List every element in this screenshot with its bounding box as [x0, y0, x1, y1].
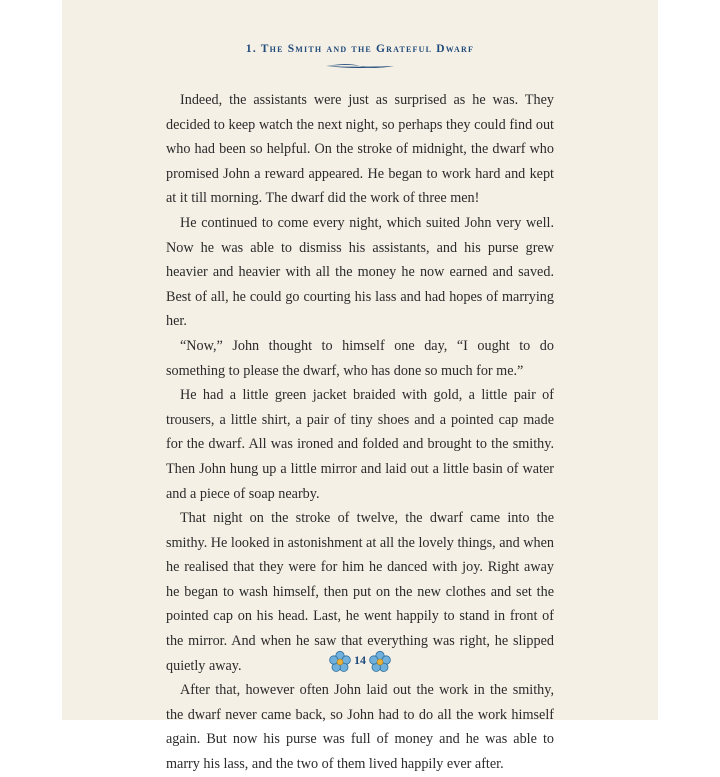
chapter-title: 1. The Smith and the Grateful Dwarf: [245, 43, 475, 55]
paragraph: He had a little green jacket braided with gold, a little pair of trousers, a little shirt, a pair of tiny shoes and a pointed cap made for the dwarf. All was ironed and folded and brought to the smithy. Then John hung up a little mirror and laid out a little basin of water and a piece of soap nearby.: [166, 387, 554, 502]
swash-divider-icon: [324, 62, 396, 70]
paragraph: That night on the stroke of twelve, the dwarf came into the smithy. He looked in astonishment at all the lovely things, and when he realised that they were for him he danced with joy. Right away he began to wash himself, then put on the new clothes and set the pointed cap on his head. Last, he went happily to stand in front of the mirror. And when he saw that everything was right, he slipped quietly away.: [166, 510, 554, 674]
book-page: [62, 0, 658, 773]
paragraph: “Now,” John thought to himself one day, “I ought to do something to please the dwarf, who has done so much for me.”: [166, 337, 554, 379]
forget-me-not-flower-icon: [368, 650, 392, 674]
paragraph: After that, however often John laid out the work in the smithy, the dwarf never came back, so John had to do all the work himself again. But now his purse was full of money and he was able to marry his lass, and the two of them lived happily ever after.: [166, 682, 554, 773]
paragraph: Indeed, the assistants were just as surprised as he was. They decided to keep watch the next night, so perhaps they could find out who had been so helpful. On the stroke of midnight, the dwarf who promised John a reward appeared. He began to work hard and kept at it till morning. The dwarf did the work of three men!: [166, 92, 554, 207]
page-footer: [62, 650, 658, 674]
page-number: 14: [354, 653, 366, 667]
paragraph: He continued to come every night, which suited John very well. Now he was able to dismiss his assistants, and his purse grew heavier and heavier with all the money he now earned and saved. Best of all, he could go courting his lass and had hopes of marrying her.: [166, 214, 554, 330]
